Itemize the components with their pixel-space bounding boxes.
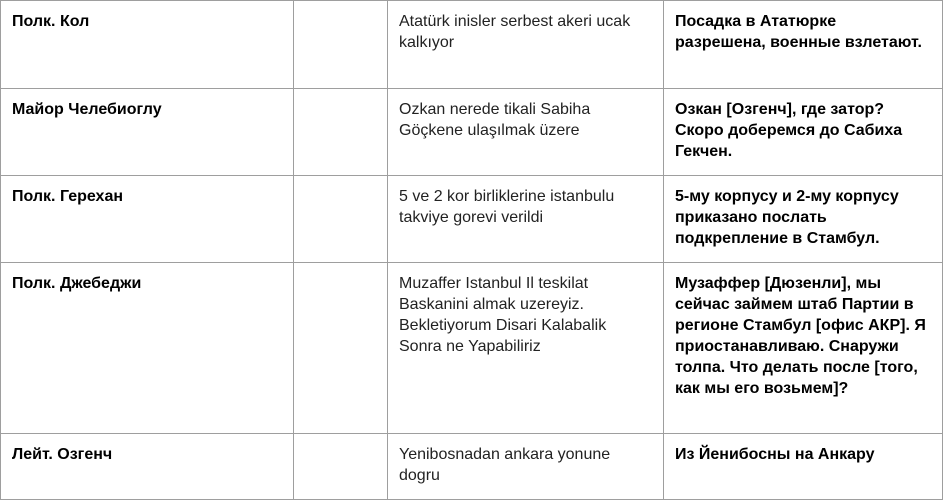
russian-translation-cell: Посадка в Ататюрке разрешена, военные взлетают.	[664, 1, 943, 89]
empty-cell	[294, 89, 388, 176]
table-row	[1, 1, 943, 89]
russian-translation-cell: Музаффер [Дюзенли], мы сейчас займем штаб Партии в регионе Стамбул [офис АКР]. Я приостанавливаю. Снаружи толпа. Что делать после [того, как мы его возьмем]?	[664, 263, 943, 434]
empty-cell	[294, 176, 388, 263]
russian-translation-cell: Озкан [Озгенч], где затор? Скоро доберемся до Сабиха Гекчен.	[664, 89, 943, 176]
table-row	[1, 89, 943, 176]
speaker-name-cell: Полк. Герехан	[1, 176, 294, 263]
turkish-text-cell: Ozkan nerede tikali Sabiha Göçkene ulaşılmak üzere	[388, 89, 664, 176]
empty-cell	[294, 434, 388, 500]
speaker-name-cell: Полк. Кол	[1, 1, 294, 89]
russian-translation-cell: 5-му корпусу и 2-му корпусу приказано послать подкрепление в Стамбул.	[664, 176, 943, 263]
turkish-text-cell: Yenibosnadan ankara yonune dogru	[388, 434, 664, 500]
empty-cell	[294, 263, 388, 434]
empty-cell	[294, 1, 388, 89]
table-row	[1, 176, 943, 263]
table-row	[1, 434, 943, 500]
russian-translation-cell: Из Йенибосны на Анкару	[664, 434, 943, 500]
table-row	[1, 263, 943, 434]
speaker-name-cell: Полк. Джебеджи	[1, 263, 294, 434]
turkish-text-cell: 5 ve 2 kor birliklerine istanbulu takviye gorevi verildi	[388, 176, 664, 263]
speaker-name-cell: Майор Челебиоглу	[1, 89, 294, 176]
turkish-text-cell: Atatürk inisler serbest akeri ucak kalkıyor	[388, 1, 664, 89]
speaker-name-cell: Лейт. Озгенч	[1, 434, 294, 500]
turkish-text-cell: Muzaffer Istanbul Il teskilat Baskanini almak uzereyiz. Bekletiyorum Disari Kalabalik Sonra ne Yapabiliriz	[388, 263, 664, 434]
